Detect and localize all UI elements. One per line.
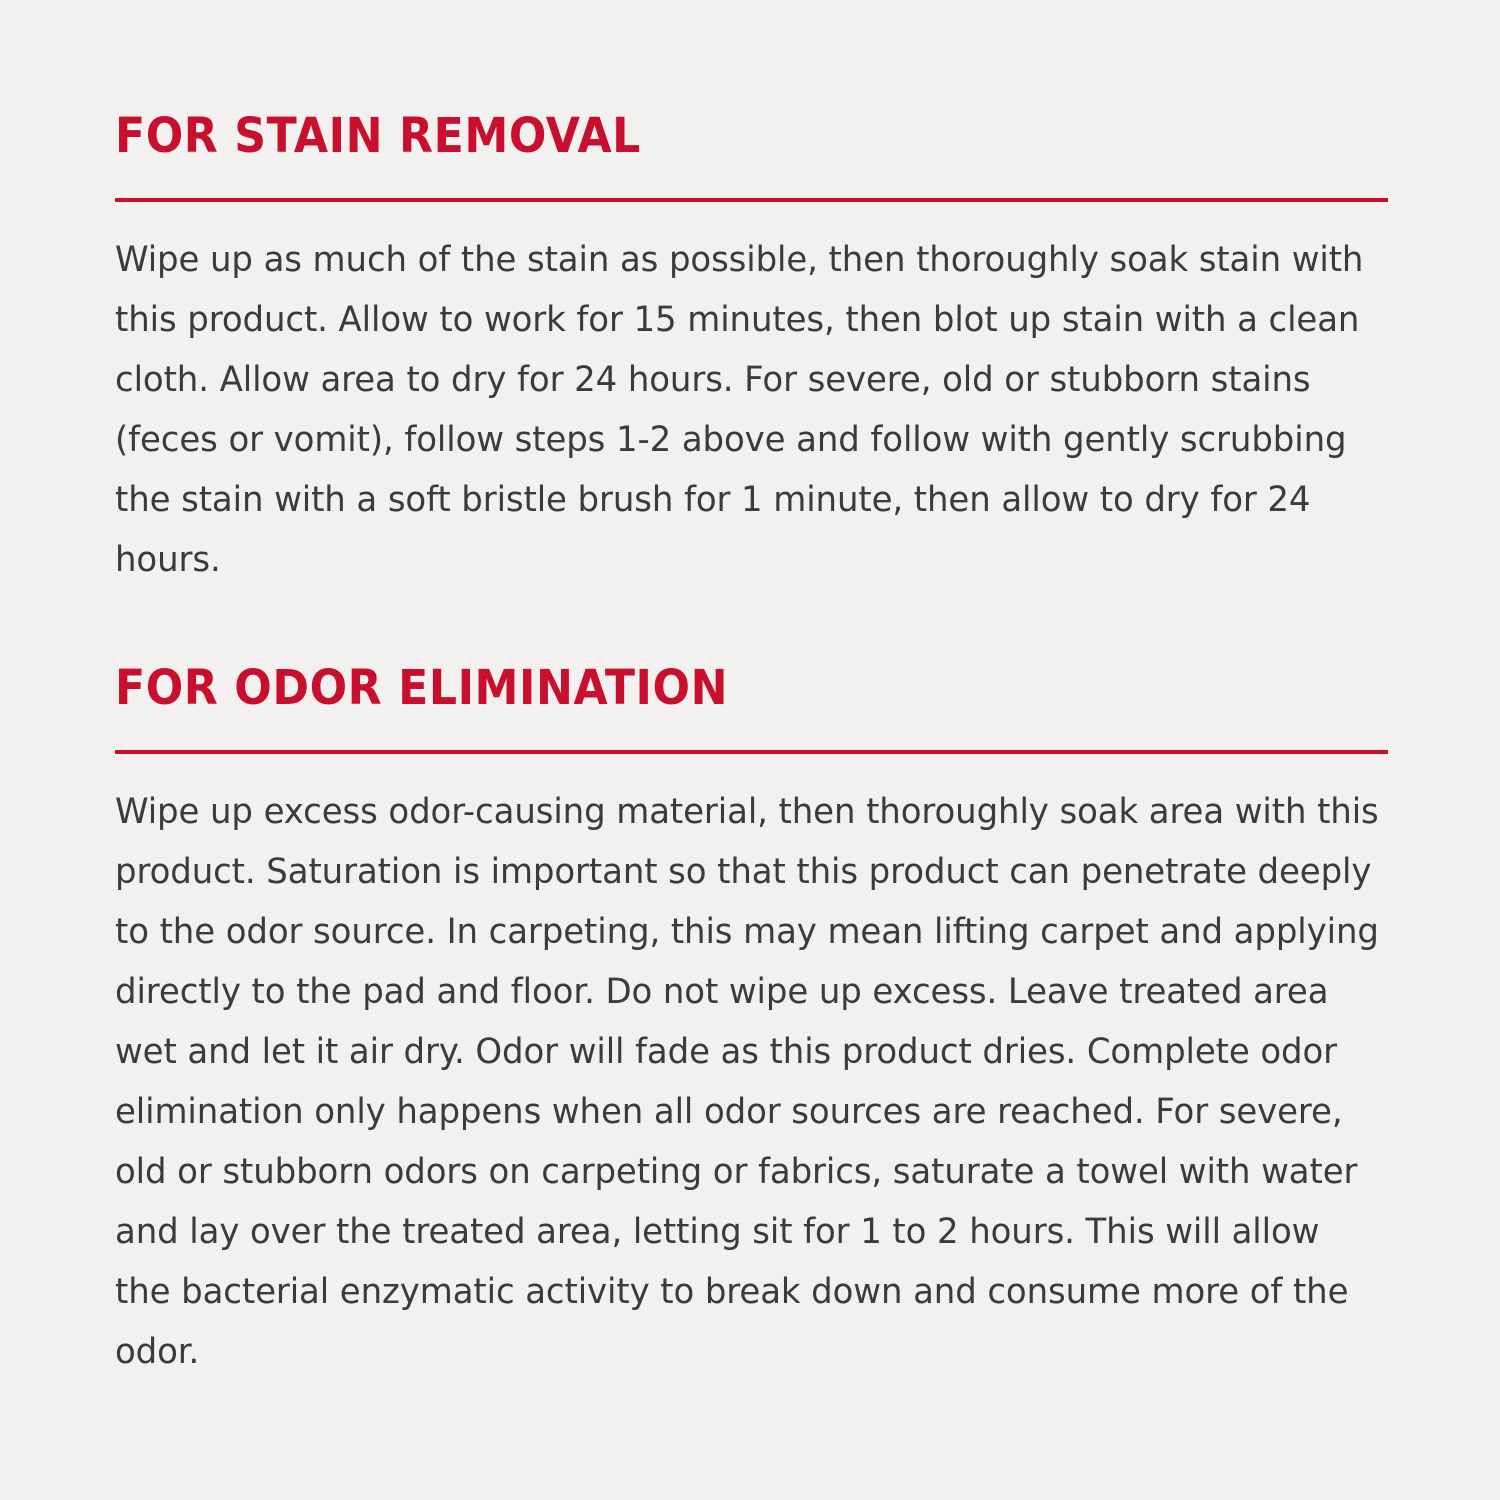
section-body-odor-elimination: Wipe up excess odor-causing material, then thoroughly soak area with this product. Saturation is important so that this product can penetrate deeply to the odor source. In carpeting, this may mean lifting carpet and applying directly to the pad and floor. Do not wipe up excess. Leave treated area wet and let it air dry. Odor will fade as this product dries. Complete odor elimination only happens when all odor sources are reached. For severe, old or stubborn odors on carpeting or fabrics, saturate a towel with water and lay over the treated area, letting sit for 1 to 2 hours. This will allow the bacterial enzymatic activity to break down and consume more of the odor. (115, 792, 1379, 1372)
section-stain-removal (115, 108, 1388, 590)
section-heading-odor-elimination: FOR ODOR ELIMINATION (115, 660, 729, 716)
section-odor-elimination (115, 660, 1388, 1382)
section-body-stain-removal: Wipe up as much of the stain as possible, then thoroughly soak stain with this product. Allow to work for 15 minutes, then blot up stain with a clean cloth. Allow area to dry for 24 hours. For severe, old or stubborn stains (feces or vomit), follow steps 1-2 above and follow with gently scrubbing the stain with a soft bristle brush for 1 minute, then allow to dry for 24 hours. (115, 240, 1364, 580)
section-heading-stain-removal: FOR STAIN REMOVAL (115, 108, 641, 164)
